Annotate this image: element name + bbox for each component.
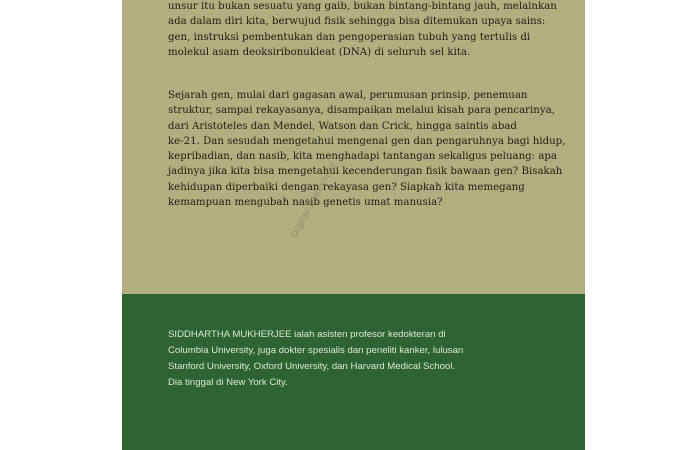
author-bio-line: Stanford University, Oxford University, dan Harvard Medical School.: [168, 361, 456, 372]
book-back-cover: [122, 0, 585, 450]
synopsis-line: ada dalam diri kita, berwujud fisik sehingga bisa ditemukan upaya sains:: [168, 16, 546, 28]
watermark: Digital Publishing: [290, 161, 339, 240]
synopsis-panel: [122, 0, 585, 294]
synopsis-paragraph-2: [168, 88, 568, 210]
synopsis-line: kemampuan mengubah nasib genetis umat manusia?: [168, 197, 443, 209]
author-bio-text: ialah asisten profesor kedokteran di: [291, 329, 446, 340]
synopsis-line: kehidupan diperbaiki dengan rekayasa gen? Siapkah kita memegang: [168, 181, 525, 193]
synopsis-line: gen, instruksi pembentukan dan pengoperasian tubuh yang tertulis di: [168, 31, 531, 43]
author-bio-line: Dia tinggal di New York City.: [168, 377, 288, 388]
author-bio-line: [168, 327, 568, 343]
author-bio: [168, 327, 568, 391]
synopsis-line: unsur itu bukan sesuatu yang gaib, bukan bintang-bintang jauh, melainkan: [168, 1, 557, 12]
synopsis-line: molekul asam deoksiribonukleat (DNA) di seluruh sel kita.: [168, 46, 471, 58]
synopsis-line: Sejarah gen, mulai dari gagasan awal, perumusan prinsip, penemuan: [168, 90, 528, 101]
author-name: SIDDHARTHA MUKHERJEE: [168, 329, 292, 340]
synopsis-line: dari Aristoteles dan Mendel, Watson dan Crick, hingga saintis abad: [168, 120, 517, 132]
synopsis-line: ke-21. Dan sesudah mengetahui mengenai gen dan pengaruhnya bagi hidup,: [168, 135, 566, 147]
synopsis-line: kepribadian, dan nasib, kita menghadapi tantangan sekaligus peluang: apa: [168, 151, 557, 163]
author-bio-line: Columbia University, juga dokter spesialis dan peneliti kanker, lulusan: [168, 345, 464, 356]
synopsis-line: jadinya jika kita bisa mengetahui kecenderungan fisik bawaan gen? Bisakah: [168, 166, 563, 178]
synopsis-paragraph-1: [168, 0, 568, 60]
synopsis-line: struktur, sampai rekayasanya, disampaikan melalui kisah para pencarinya,: [168, 105, 555, 117]
